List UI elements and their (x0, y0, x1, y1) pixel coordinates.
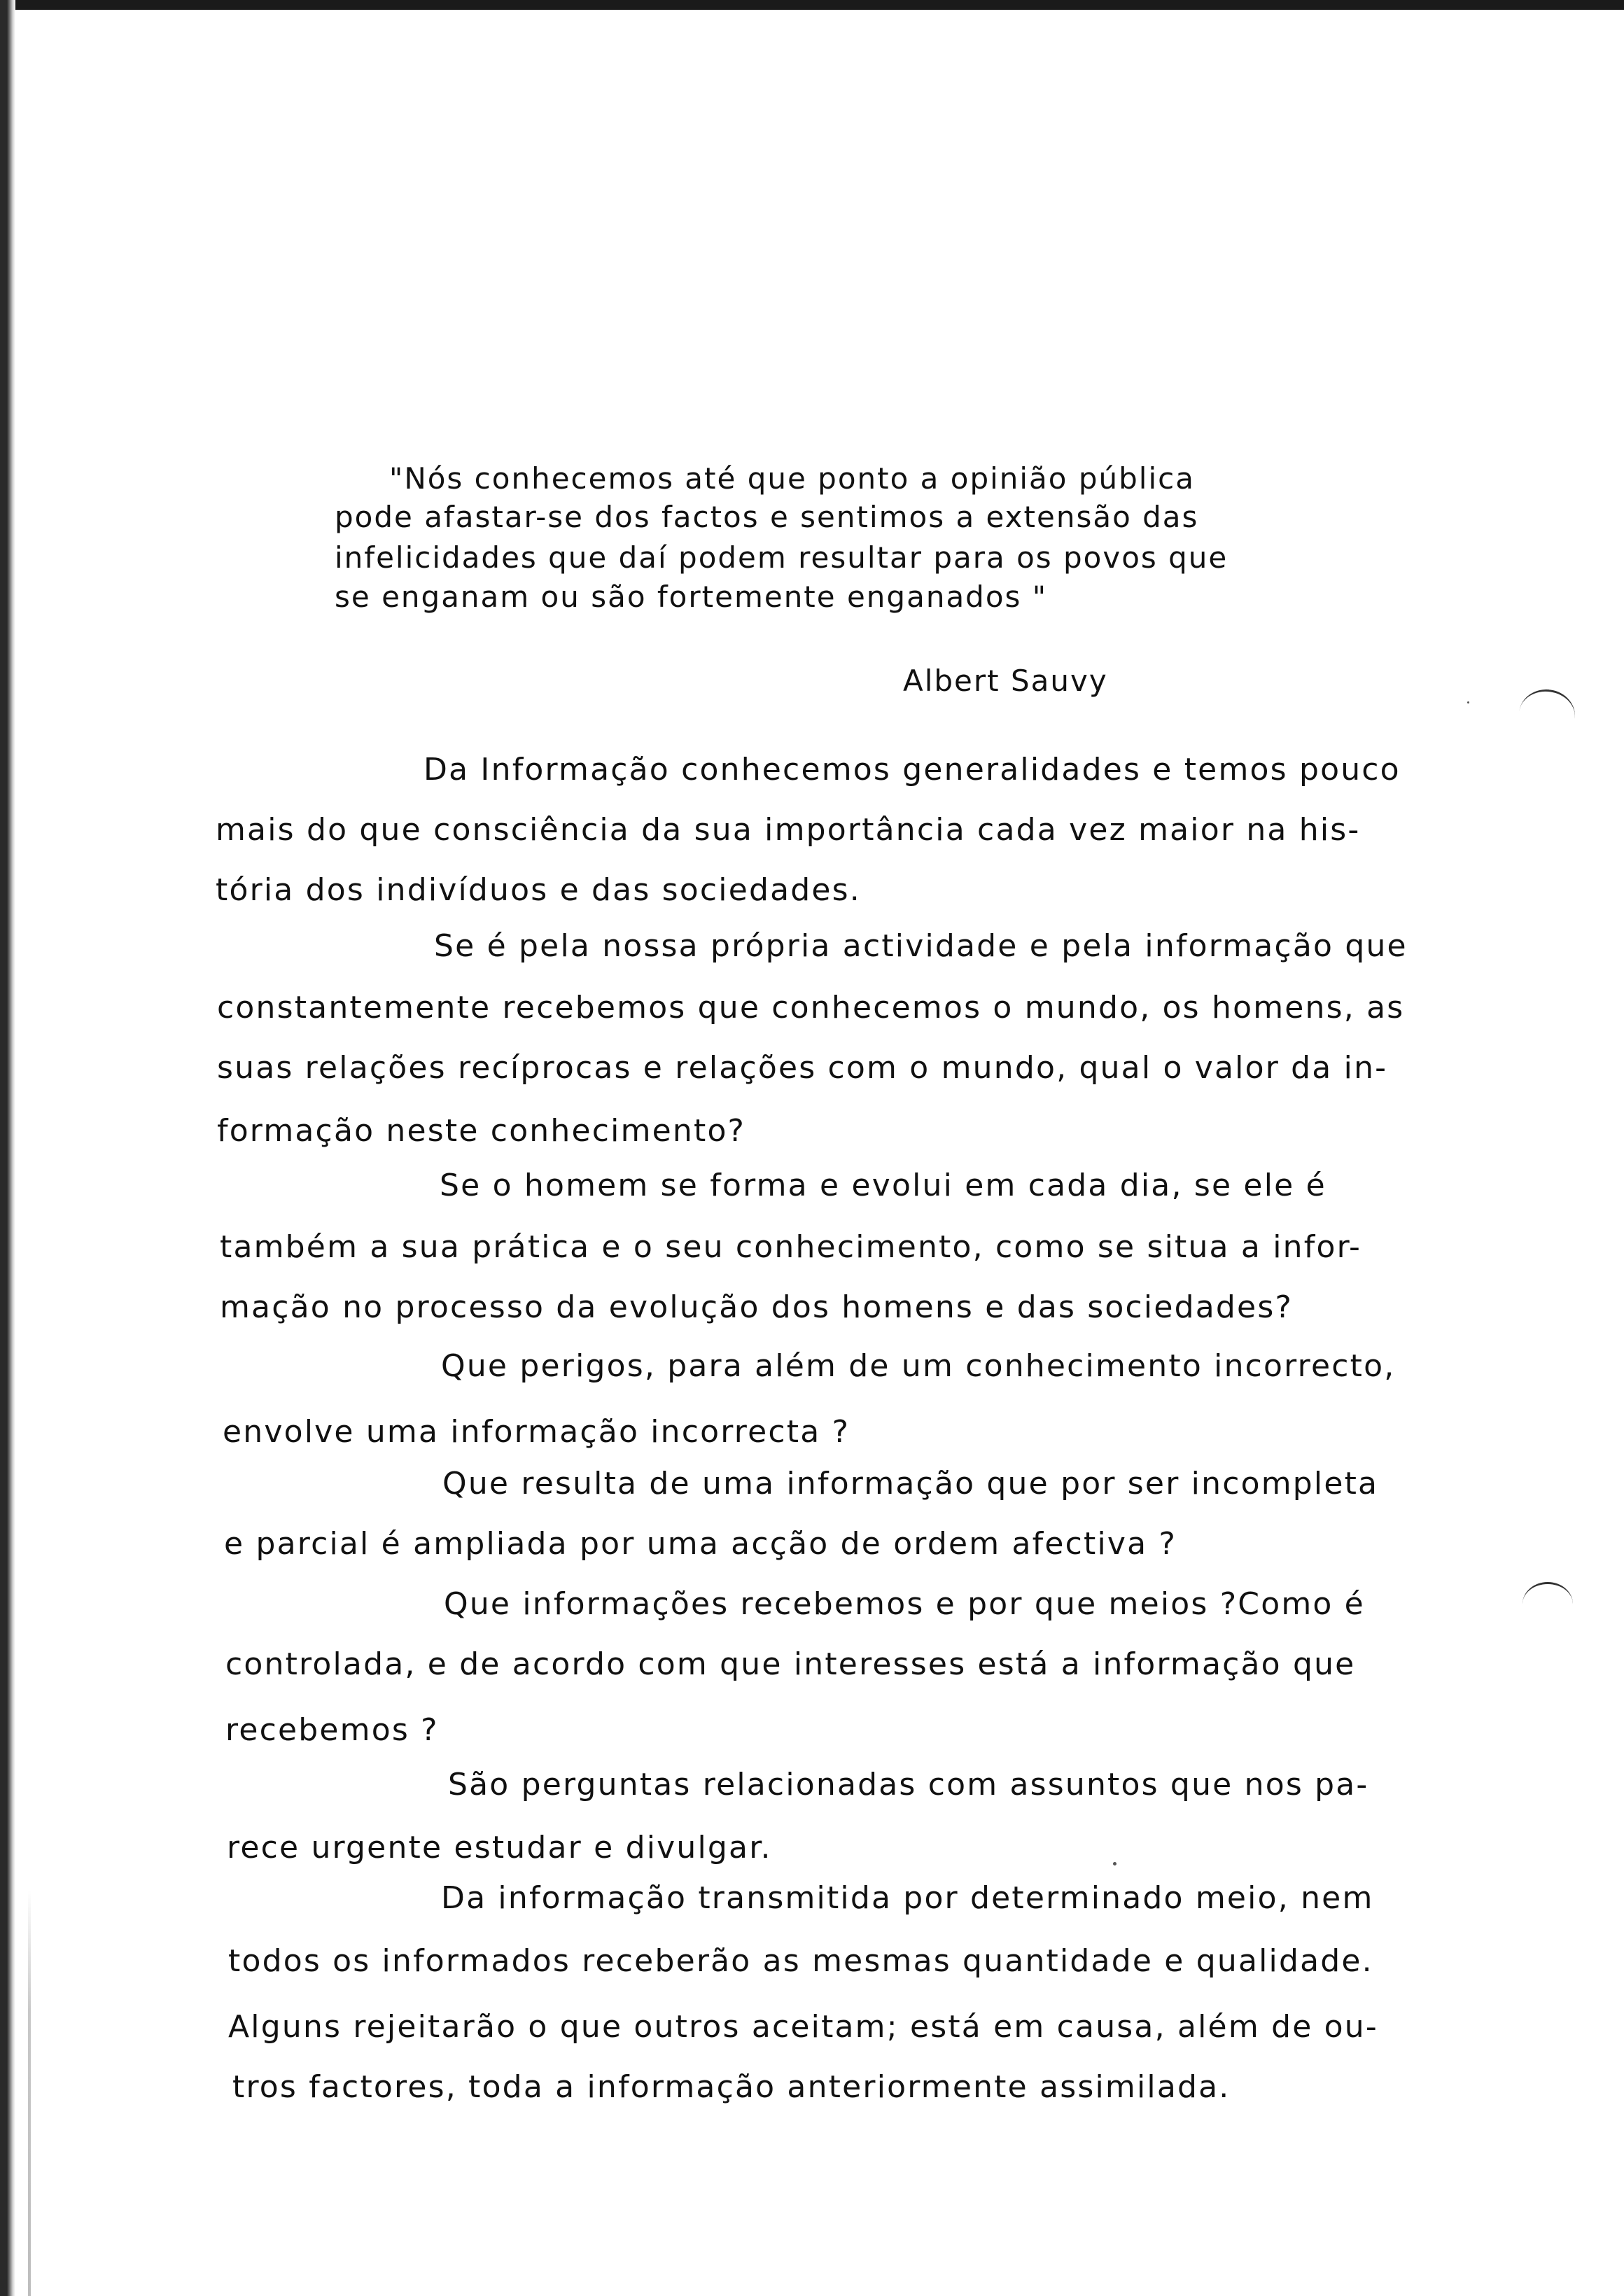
paragraph-line: Da informação transmitida por determinado meio, nem (441, 1880, 1374, 1916)
punch-hole-mark (1516, 686, 1578, 744)
paragraph-line: Se é pela nossa própria actividade e pela informação que (434, 928, 1408, 964)
quote-author: Albert Sauvy (903, 664, 1108, 698)
punch-hole-mark (1522, 1582, 1573, 1626)
paragraph-line: também a sua prática e o seu conhecimento, como se situa a infor- (220, 1229, 1362, 1265)
paragraph-line: mais do que consciência da sua importância cada vez maior na his- (216, 812, 1361, 848)
paragraph-line: São perguntas relacionadas com assuntos que nos pa- (448, 1767, 1369, 1802)
paragraph-line: Alguns rejeitarão o que outros aceitam; está em causa, além de ou- (228, 2009, 1378, 2045)
paragraph-line: Que informações recebemos e por que meios ?Como é (444, 1586, 1365, 1622)
paragraph-line: Que resulta de uma informação que por ser incompleta (442, 1466, 1379, 1502)
paragraph-line: mação no processo da evolução dos homens e das sociedades? (220, 1289, 1294, 1325)
paragraph-line: Se o homem se forma e evolui em cada dia, se ele é (440, 1168, 1326, 1203)
paragraph-line: formação neste conhecimento? (217, 1113, 746, 1149)
quote-line: se enganam ou são fortemente enganados " (335, 580, 1048, 614)
scan-binding-shadow (28, 1890, 31, 2296)
paragraph-line: suas relações recíprocas e relações com o mundo, qual o valor da in- (217, 1050, 1388, 1086)
paragraph-line: constantemente recebemos que conhecemos o mundo, os homens, as (217, 990, 1405, 1026)
quote-line: "Nós conhecemos até que ponto a opinião pública (389, 461, 1195, 496)
paragraph-line: controlada, e de acordo com que interesses está a informação que (225, 1646, 1356, 1682)
paragraph-line: tória dos indivíduos e das sociedades. (216, 872, 861, 908)
quote-line: pode afastar-se dos factos e sentimos a extensão das (335, 500, 1199, 534)
scan-speck (1467, 701, 1469, 704)
paragraph-line: Da Informação conhecemos generalidades e temos pouco (424, 752, 1401, 788)
scan-top-edge (0, 0, 1624, 10)
paragraph-line: recebemos ? (225, 1712, 439, 1748)
paragraph-line: envolve uma informação incorrecta ? (223, 1414, 850, 1450)
paragraph-line: Que perigos, para além de um conhecimento incorrecto, (441, 1348, 1396, 1384)
paragraph-line: rece urgente estudar e divulgar. (227, 1830, 772, 1865)
scan-left-edge (0, 0, 15, 2296)
paragraph-line: e parcial é ampliada por uma acção de ordem afectiva ? (224, 1526, 1177, 1562)
quote-line: infelicidades que daí podem resultar para os povos que (335, 540, 1228, 575)
paragraph-line: tros factores, toda a informação anteriormente assimilada. (232, 2069, 1231, 2105)
scan-speck (1113, 1862, 1116, 1865)
paragraph-line: todos os informados receberão as mesmas quantidade e qualidade. (228, 1943, 1373, 1979)
